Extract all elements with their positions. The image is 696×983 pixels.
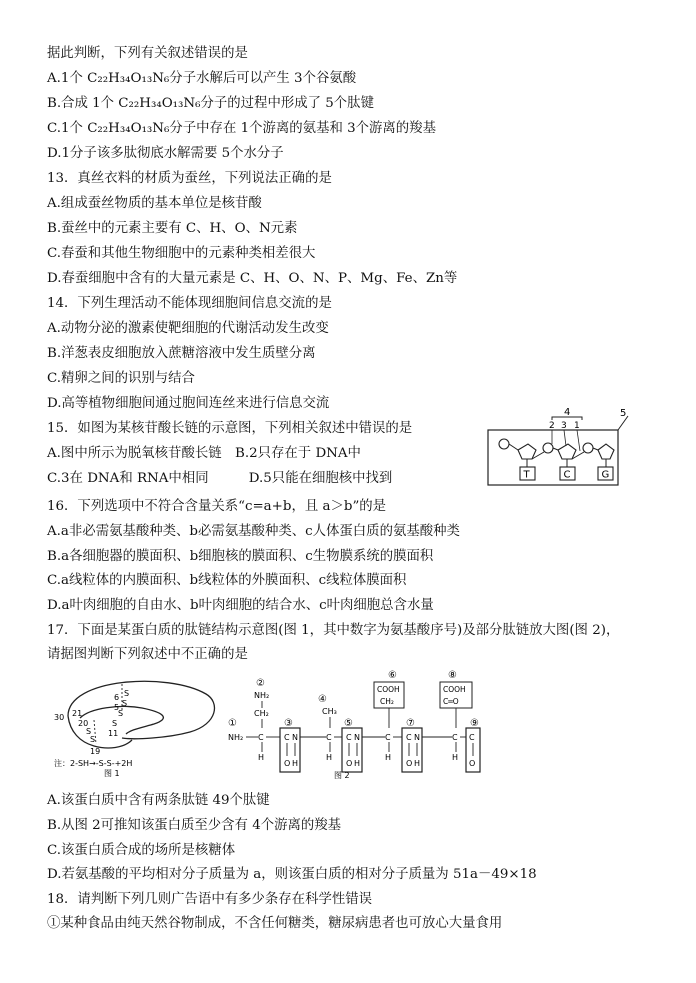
- atom-o: O: [406, 759, 413, 768]
- question-17: 17．下面是某蛋白质的肽链结构示意图(图 1，其中数字为氨基酸序号)及部分肽链放大图(图 2)，: [47, 623, 620, 638]
- base-t: T: [523, 469, 530, 481]
- option-c: C.1个 C₂₂H₃₄O₁₃N₆分子中存在 1个游离的氨基和 3个游离的羧基: [47, 121, 436, 136]
- label-2: 2: [549, 421, 555, 431]
- marker-8: ⑧: [448, 670, 457, 681]
- question-18: 18．请判断下列几则广告语中有多少条存在科学性错误: [47, 892, 373, 907]
- peptide-chain-figure-2: [226, 668, 496, 780]
- ch3-sidechain: CH₃: [322, 707, 337, 716]
- q14-option-c: C.精卵之间的识别与结合: [47, 371, 195, 386]
- base-g: G: [601, 469, 610, 481]
- sugar-pentagon: [518, 444, 536, 459]
- residue-11: 11: [108, 729, 119, 738]
- q16-option-b: B.a各细胞器的膜面积、b细胞核的膜面积、c生物膜系统的膜面积: [47, 549, 434, 564]
- q13-option-d: D.春蚕细胞中含有的大量元素是 C、H、O、N、P、Mg、Fe、Zn等: [47, 271, 458, 286]
- marker-1: ①: [228, 718, 237, 729]
- marker-2: ②: [256, 678, 265, 689]
- residue-5: 5: [114, 703, 120, 712]
- figure-1-caption: 图 1: [104, 769, 120, 778]
- label-3: 3: [561, 421, 567, 431]
- question-stem: 据此判断，下列有关叙述错误的是: [47, 46, 248, 61]
- atom-c: C: [406, 733, 412, 742]
- s-label: S: [86, 727, 92, 736]
- q17-option-b: B.从图 2可推知该蛋白质至少含有 4个游离的羧基: [47, 818, 342, 833]
- question-14: 14．下列生理活动不能体现细胞间信息交流的是: [47, 296, 332, 311]
- s-label: S: [122, 699, 128, 708]
- s-label: S: [124, 689, 130, 698]
- q16-option-d: D.a叶肉细胞的自由水、b叶肉细胞的结合水、c叶肉细胞总含水量: [47, 598, 434, 613]
- atom-h: H: [326, 753, 333, 762]
- nh2-terminal: NH₂: [228, 733, 244, 742]
- atom-c: C: [284, 733, 290, 742]
- q17-option-a: A.该蛋白质中含有两条肽链 49个肽键: [47, 793, 270, 808]
- question-13: 13．真丝衣料的材质为蚕丝，下列说法正确的是: [47, 171, 332, 186]
- q14-option-b: B.洋葱表皮细胞放入蔗糖溶液中发生质壁分离: [47, 346, 316, 361]
- q14-option-a: A.动物分泌的激素使靶细胞的代谢活动发生改变: [47, 321, 329, 336]
- q14-option-d: D.高等植物细胞间通过胞间连丝来进行信息交流: [47, 396, 330, 411]
- sugar-pentagon: [598, 444, 614, 459]
- q17-option-c: C.该蛋白质合成的场所是核糖体: [47, 843, 236, 858]
- s-label: S: [90, 735, 96, 744]
- marker-3: ③: [284, 718, 293, 729]
- ch2-sidechain-b: CH₂: [380, 697, 394, 706]
- option-b: B.合成 1个 C₂₂H₃₄O₁₃N₆分子的过程中形成了 5个肽键: [47, 96, 374, 111]
- phosphate-circle: [583, 443, 593, 453]
- marker-7: ⑦: [406, 718, 415, 729]
- s-label: S: [112, 719, 118, 728]
- sugar-pentagon: [558, 444, 576, 459]
- atom-c: C: [258, 733, 264, 742]
- figure-1-note: 注：2-SH→-S-S-+2H: [54, 759, 133, 768]
- residue-21: 21: [72, 709, 83, 718]
- atom-o: O: [284, 759, 291, 768]
- question-15: 15．如图为某核苷酸长链的示意图，下列相关叙述中错误的是: [47, 421, 413, 436]
- residue-19: 19: [90, 747, 101, 756]
- atom-o: O: [469, 759, 476, 768]
- atom-c: C: [469, 733, 475, 742]
- option-a: A.1个 C₂₂H₃₄O₁₃N₆分子水解后可以产生 3个谷氨酸: [47, 71, 357, 86]
- atom-h: H: [385, 753, 392, 762]
- residue-6: 6: [114, 693, 120, 702]
- marker-5: ⑤: [344, 718, 353, 729]
- atom-n: N: [414, 733, 420, 742]
- q13-option-b: B.蚕丝中的元素主要有 C、H、O、N元素: [47, 221, 298, 236]
- atom-h: H: [414, 759, 421, 768]
- label-5: 5: [620, 408, 627, 419]
- nucleotide-chain-figure: [482, 406, 632, 488]
- option-d: D.1分子该多肽彻底水解需要 5个水分子: [47, 146, 284, 161]
- marker-4: ④: [318, 694, 327, 705]
- atom-c: C: [346, 733, 352, 742]
- atom-h: H: [354, 759, 361, 768]
- q15-options-ab: A.图中所示为脱氧核苷酸长链 B.2只存在于 DNA中: [47, 446, 361, 461]
- q13-option-c: C.春蚕和其他生物细胞中的元素种类相差很大: [47, 246, 316, 261]
- q17-option-d: D.若氨基酸的平均相对分子质量为 a，则该蛋白质的相对分子质量为 51a－49×18: [47, 867, 537, 882]
- s-label: S: [118, 709, 124, 718]
- question-16: 16．下列选项中不符合含量关系“c=a+b，且 a＞b”的是: [47, 499, 387, 514]
- q16-option-c: C.a线粒体的内膜面积、b线粒体的外膜面积、c线粒体膜面积: [47, 573, 407, 588]
- ch2-sidechain: CH₂: [254, 709, 269, 718]
- atom-h: H: [292, 759, 299, 768]
- label-4: 4: [564, 407, 571, 418]
- atom-c: C: [326, 733, 332, 742]
- marker-6: ⑥: [388, 670, 397, 681]
- atom-o: O: [346, 759, 353, 768]
- phosphate-circle: [499, 439, 509, 449]
- phosphate-circle: [543, 443, 553, 453]
- q13-option-a: A.组成蚕丝物质的基本单位是核苷酸: [47, 196, 262, 211]
- atom-n: N: [292, 733, 298, 742]
- q18-item-1: ①某种食品由纯天然谷物制成，不含任何糖类，糖尿病患者也可放心大量食用: [47, 916, 503, 931]
- q16-option-a: A.a非必需氨基酸种类、b必需氨基酸种类、c人体蛋白质的氨基酸种类: [47, 524, 460, 539]
- residue-30: 30: [54, 713, 65, 722]
- residue-20: 20: [78, 719, 89, 728]
- c-o-sidechain: C═O: [443, 697, 459, 706]
- protein-chain-figure-1: [50, 668, 220, 780]
- cooh-sidechain-b: COOH: [443, 685, 466, 694]
- atom-n: N: [354, 733, 360, 742]
- base-c: C: [563, 469, 571, 481]
- nh2-sidechain: NH₂: [254, 691, 270, 700]
- atom-h: H: [452, 753, 459, 762]
- marker-9: ⑨: [470, 718, 479, 729]
- q15-options-cd: C.3在 DNA和 RNA中相同 D.5只能在细胞核中找到: [47, 471, 393, 486]
- atom-h: H: [258, 753, 265, 762]
- figure-2-caption: 图 2: [334, 771, 350, 780]
- label-1: 1: [574, 421, 580, 431]
- question-17-cont: 请据图判断下列叙述中不正确的是: [47, 647, 248, 662]
- atom-c: C: [385, 733, 391, 742]
- atom-c: C: [452, 733, 458, 742]
- cooh-sidechain: COOH: [377, 685, 400, 694]
